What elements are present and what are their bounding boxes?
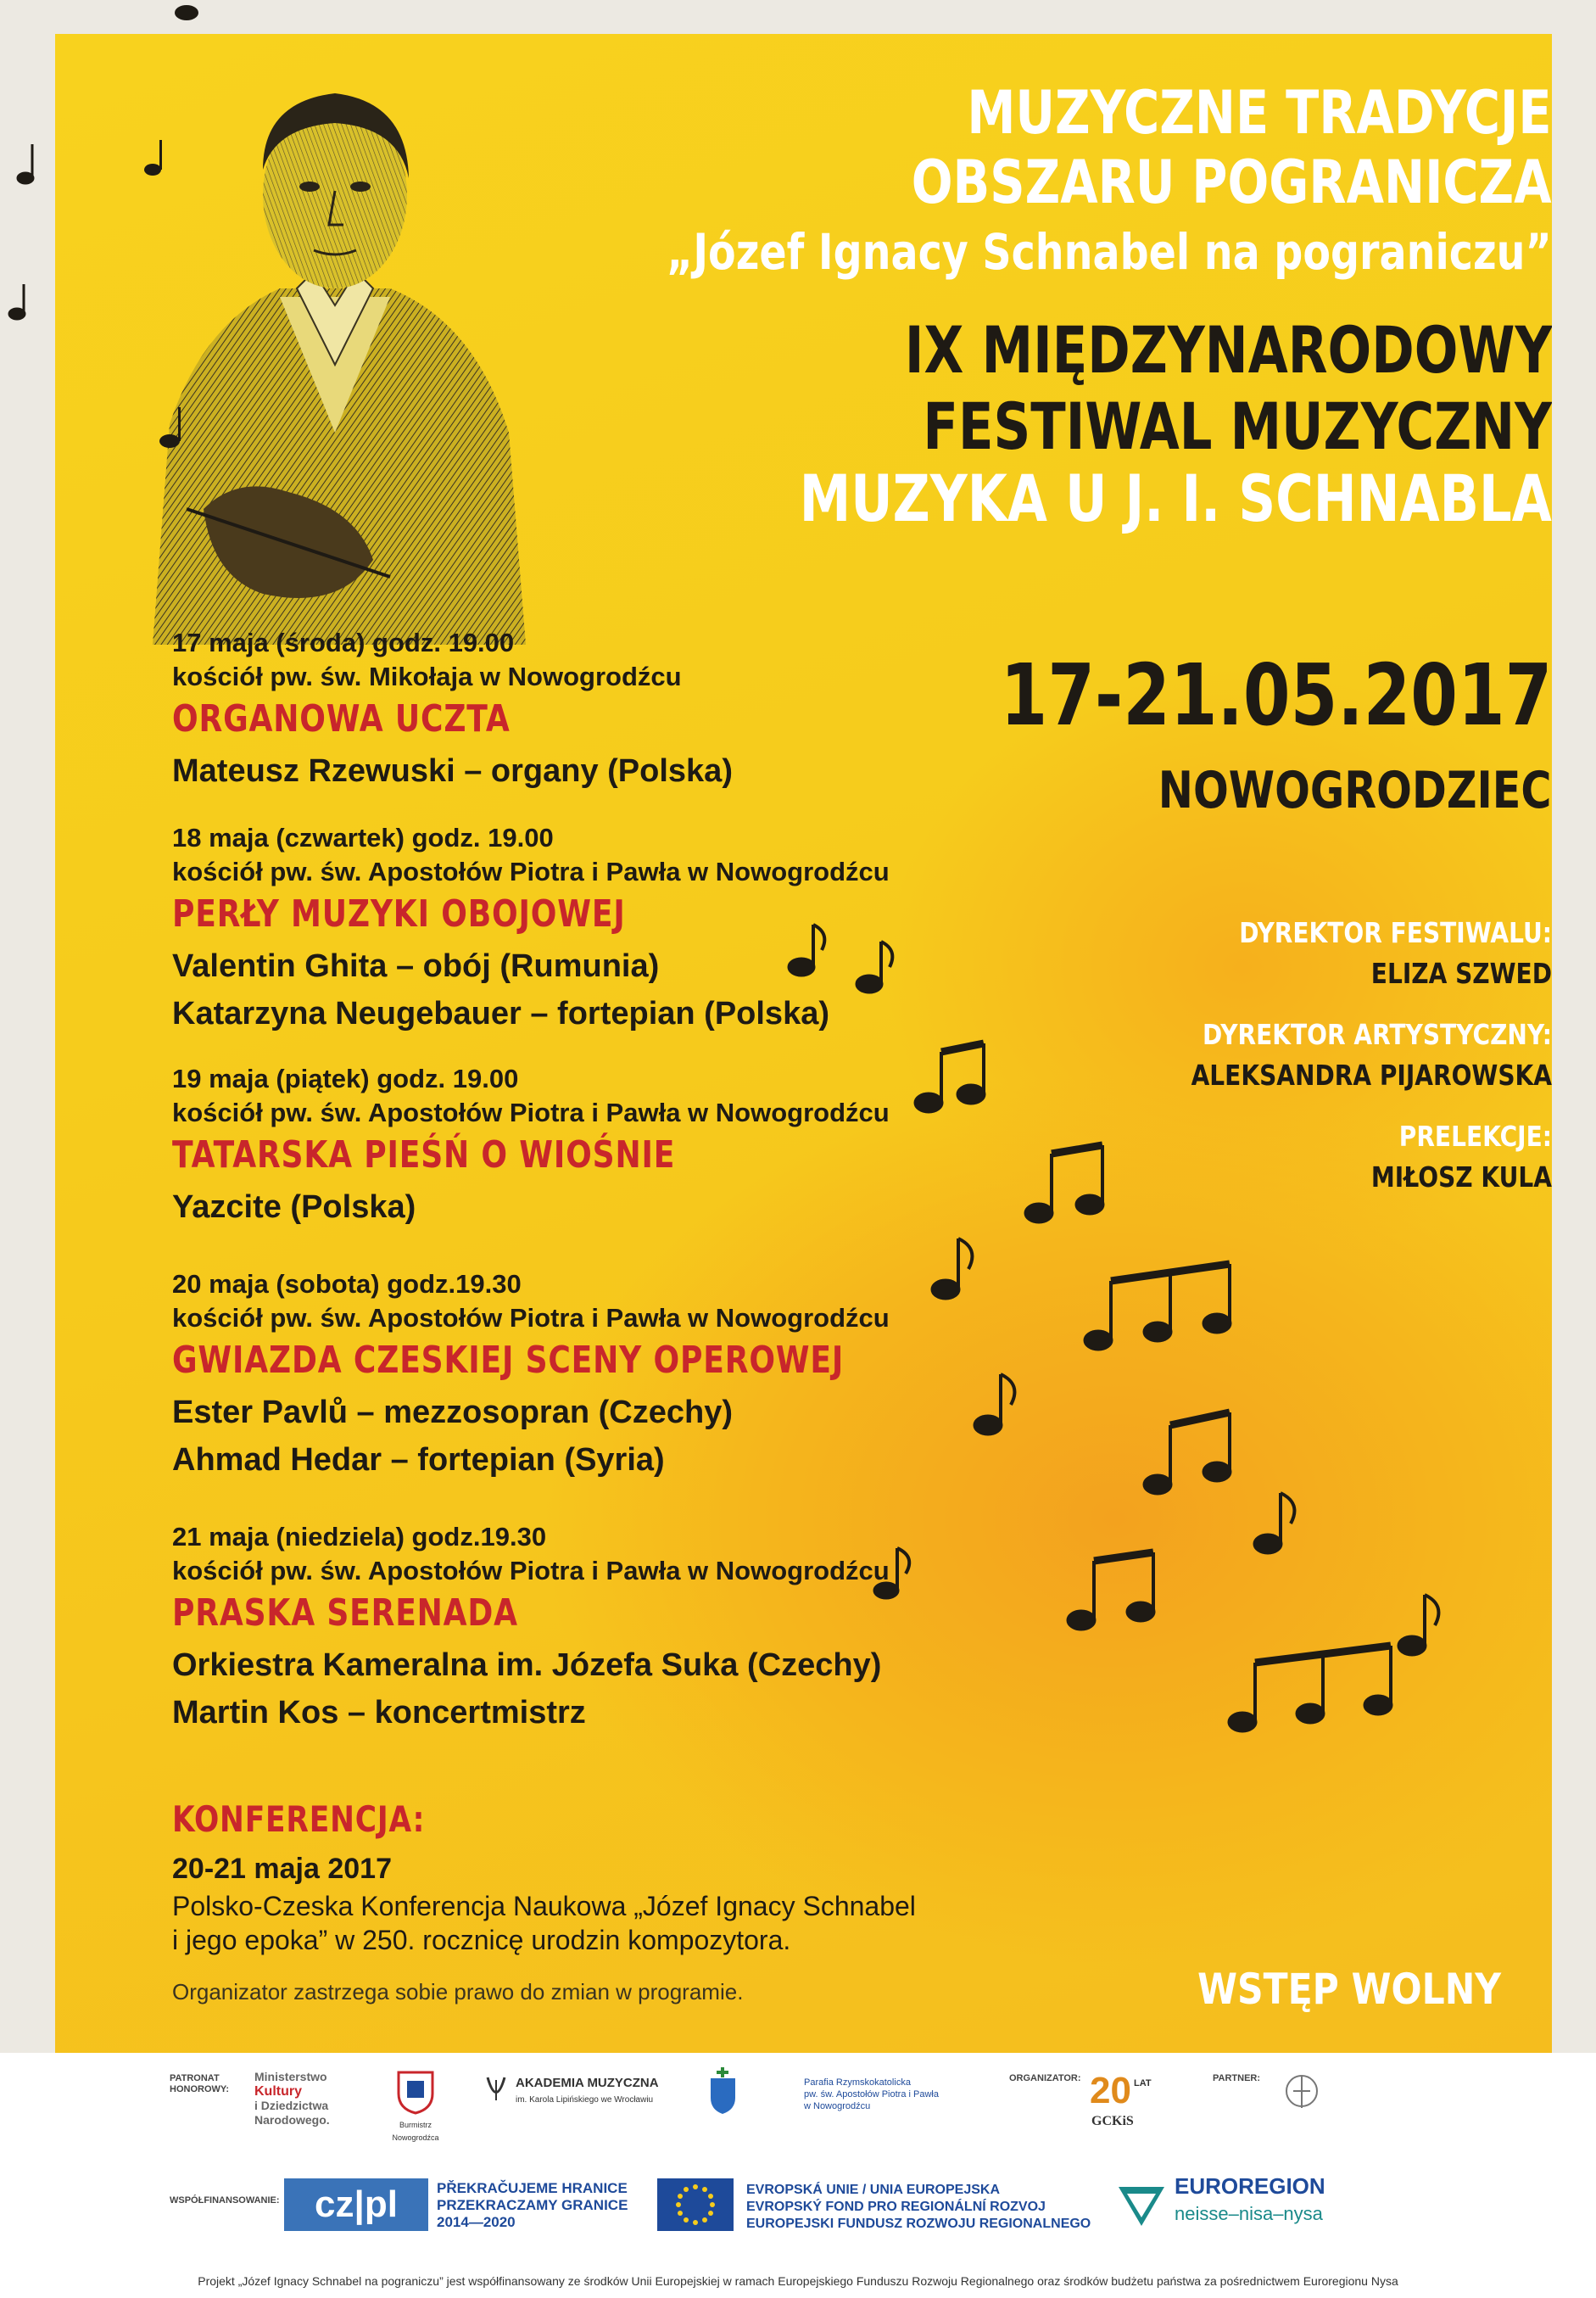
festival-dates: 17-21.05.2017	[1000, 646, 1552, 745]
header-line2: OBSZARU POGRANICZA	[912, 148, 1552, 217]
event4-venue: kościół pw. św. Apostołów Piotra i Pawła w Nowogrodźcu	[172, 1303, 890, 1333]
coat-of-arms-icon	[394, 2068, 437, 2115]
ministry-line4: Narodowego.	[254, 2113, 330, 2127]
event1-venue: kościół pw. św. Mikołaja w Nowogrodźcu	[172, 662, 682, 691]
lectures-label: PRELEKCJE:	[1398, 1120, 1552, 1153]
event2-title: PERŁY MUZYKI OBOJOWEJ	[172, 892, 626, 936]
parish-line1: Parafia Rzymskokatolicka	[804, 2077, 911, 2088]
top-note-decoration	[161, 0, 212, 34]
church-emblem-icon	[704, 2066, 742, 2116]
festival-line2: FESTIWAL MUZYCZNY	[923, 389, 1552, 464]
gckis-name: GCKiS	[1091, 2114, 1134, 2128]
ministry-line1: Ministerstwo	[254, 2070, 327, 2083]
margin-notes-decoration	[0, 0, 55, 339]
event1-date: 17 maja (środa) godz. 19.00	[172, 628, 515, 657]
eu-line2: EVROPSKÝ FOND PRO REGIONÁLNÍ ROZVOJ	[746, 2200, 1046, 2214]
organizer-label: ORGANIZATOR:	[1009, 2073, 1081, 2083]
academy-name: AKADEMIA MUZYCZNA	[516, 2076, 659, 2090]
ministry-line2: Kultury	[254, 2084, 302, 2099]
header-line1: MUZYCZNE TRADYCJE	[967, 78, 1552, 148]
event5-date: 21 maja (niedziela) godz.19.30	[172, 1522, 547, 1552]
conference-label: KONFERENCJA:	[172, 1798, 426, 1840]
festival-director-label: DYREKTOR FESTIWALU:	[1239, 916, 1552, 949]
czpl-logo: cz|pl	[284, 2178, 428, 2231]
event5-title: PRASKA SERENADA	[172, 1591, 518, 1635]
event5-performer2: Martin Kos – koncertmistrz	[172, 1695, 586, 1730]
festival-poster	[55, 34, 1552, 2053]
festival-place: NOWOGRODZIEC	[1158, 761, 1552, 820]
event2-performer2: Katarzyna Neugebauer – fortepian (Polska)	[172, 996, 829, 1032]
artistic-director-label: DYREKTOR ARTYSTYCZNY:	[1202, 1018, 1552, 1051]
festival-line3: MUZYKA U J. I. SCHNABLA	[799, 461, 1552, 536]
partner-logo-icon	[1281, 2066, 1323, 2121]
event4-title: GWIAZDA CZESKIEJ SCENY OPEROWEJ	[172, 1339, 845, 1382]
academy-sub: im. Karola Lipińskiego we Wrocławiu	[516, 2095, 654, 2105]
event2-performer1: Valentin Ghita – obój (Rumunia)	[172, 948, 660, 984]
festival-line1: IX MIĘDZYNARODOWY	[904, 312, 1552, 388]
event3-date: 19 maja (piątek) godz. 19.00	[172, 1064, 519, 1093]
conference-date: 20-21 maja 2017	[172, 1853, 392, 1885]
parish-line3: w Nowogrodźcu	[804, 2101, 871, 2111]
gckis-years: 20	[1090, 2070, 1131, 2111]
cofinance-label: WSPÓŁFINANSOWANIE:	[170, 2195, 280, 2206]
event5-venue: kościół pw. św. Apostołów Piotra i Pawła w Nowogrodźcu	[172, 1556, 890, 1585]
czpl-text	[437, 2180, 628, 2231]
event3-venue: kościół pw. św. Apostołów Piotra i Pawła w Nowogrodźcu	[172, 1098, 890, 1127]
event5-performer1: Orkiestra Kameralna im. Józefa Suka (Czechy)	[172, 1647, 882, 1683]
burmistrz-label: Burmistrz Nowogrodźca	[392, 2121, 439, 2142]
lectures-name: MIŁOSZ KULA	[1370, 1160, 1552, 1194]
event1-title: ORGANOWA UCZTA	[172, 697, 511, 741]
conference-line2: i jego epoka” w 250. rocznicę urodzin kompozytora.	[172, 1925, 791, 1955]
parish-logo	[804, 2077, 939, 2112]
header-subtitle: „Józef Ignacy Schnabel na pograniczu”	[667, 223, 1552, 281]
event2-venue: kościół pw. św. Apostołów Piotra i Pawła w Nowogrodźcu	[172, 857, 890, 886]
czpl-line2: PRZEKRACZAMY GRANICE	[437, 2197, 628, 2213]
conference-line1: Polsko-Czeska Konferencja Naukowa „Józef Ignacy Schnabel	[172, 1891, 916, 1921]
eu-line1: EVROPSKÁ UNIE / UNIA EUROPEJSKA	[746, 2183, 1001, 2197]
event4-performer2: Ahmad Hedar – fortepian (Syria)	[172, 1442, 665, 1478]
event2-date: 18 maja (czwartek) godz. 19.00	[172, 823, 554, 853]
eu-line3: EUROPEJSKI FUNDUSZ ROZWOJU REGIONALNEGO	[746, 2217, 1091, 2231]
free-entry: WSTĘP WOLNY	[1197, 1965, 1501, 2014]
event4-date: 20 maja (sobota) godz.19.30	[172, 1269, 522, 1299]
sponsors-logo-strip	[0, 2053, 1596, 2298]
event4-performer1: Ester Pavlů – mezzosopran (Czechy)	[172, 1395, 733, 1430]
eu-text	[746, 2182, 1091, 2233]
czpl-line1: PŘEKRAČUJEME HRANICE	[437, 2180, 628, 2196]
czpl-line3: 2014—2020	[437, 2214, 516, 2230]
patronage-label: PATRONAT HONOROWY:	[170, 2073, 230, 2094]
gckis-lat: LAT	[1134, 2078, 1152, 2088]
event3-title: TATARSKA PIEŚŃ O WIOŚNIE	[172, 1133, 676, 1177]
disclaimer: Organizator zastrzega sobie prawo do zmian w programie.	[172, 1979, 744, 2004]
event3-performer1: Yazcite (Polska)	[172, 1189, 416, 1225]
euroregion-sub: neisse–nisa–nysa	[1175, 2203, 1323, 2224]
euroregion-icon	[1115, 2178, 1168, 2231]
gckis-logo	[1090, 2070, 1158, 2138]
parish-line2: pw. św. Apostołów Piotra i Pawła	[804, 2089, 939, 2100]
event1-performer1: Mateusz Rzewuski – organy (Polska)	[172, 753, 733, 789]
euroregion-name: EUROREGION	[1175, 2173, 1325, 2199]
artistic-director: ALEKSANDRA PIJAROWSKA	[1191, 1059, 1552, 1092]
eu-flag-icon	[657, 2178, 734, 2231]
lyre-icon	[483, 2073, 509, 2107]
festival-director: ELIZA SZWED	[1370, 957, 1552, 990]
music-notes-decoration	[717, 899, 1552, 1960]
partner-label: PARTNER:	[1213, 2073, 1261, 2083]
footer-note: Projekt „Józef Ignacy Schnabel na pograniczu” jest współfinansowany ze środków Unii Europejskiej w ramach Europejskiego Funduszu Rozwoju Regionalnego oraz środków budżetu państwa za pośrednictwem Euroregionu Nysa	[198, 2274, 1398, 2288]
ministry-line3: i Dziedzictwa	[254, 2099, 329, 2112]
portrait-illustration	[136, 68, 534, 645]
ministry-logo	[254, 2070, 356, 2127]
